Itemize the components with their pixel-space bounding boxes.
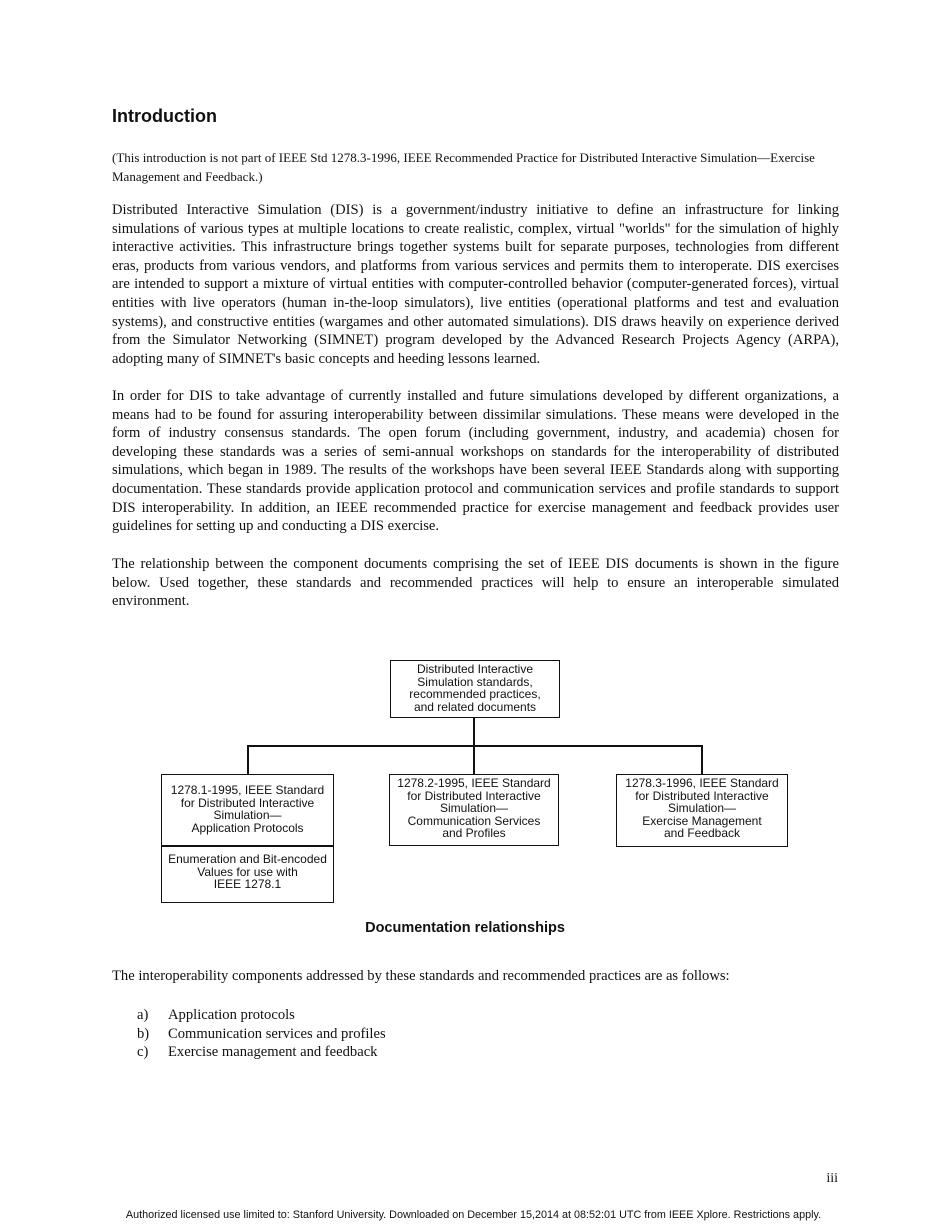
middle-branch-line <box>473 745 475 774</box>
list-item-text: Communication services and profiles <box>168 1025 386 1042</box>
paragraph-3: The relationship between the component documents comprising the set of IEEE DIS documents is shown in the figure below. Used together, these standards and recommended practices will help to ensure an interoperable simulated environment. <box>112 556 839 610</box>
page-number: iii <box>826 1171 838 1186</box>
documentation-diagram <box>0 640 950 920</box>
list-item-text: Application protocols <box>168 1007 295 1023</box>
root-stem-line <box>473 718 475 746</box>
introduction-note: (This introduction is not part of IEEE Std 1278.3-1996, IEEE Recommended Practice for Distributed Interactive Simulation—Exercise Management and Feedback.) <box>112 150 815 184</box>
root-box: Distributed Interactive Simulation standards, recommended practices, and related documents <box>390 660 560 718</box>
standard-1278-3-box: 1278.3-1996, IEEE Standard for Distributed Interactive Simulation— Exercise Management and Feedback <box>616 774 788 847</box>
enumeration-box: Enumeration and Bit-encoded Values for use with IEEE 1278.1 <box>161 845 334 903</box>
left-branch-line <box>247 745 249 774</box>
figure-caption: Documentation relationships <box>365 920 565 936</box>
license-footer: Authorized licensed use limited to: Stanford University. Downloaded on December 15,2014 at 08:52:01 UTC from IEEE Xplore. Restrictions apply. <box>125 1209 822 1221</box>
standard-1278-2-box: 1278.2-1995, IEEE Standard for Distributed Interactive Simulation— Communication Services and Profiles <box>389 774 559 846</box>
section-heading: Introduction <box>112 106 217 126</box>
paragraph-1: Distributed Interactive Simulation (DIS) is a government/industry initiative to define an infrastructure for linking simulations of various types at multiple locations to create realistic, complex, virtual "worlds" for the simulation of highly interactive activities. This infrastructure brings together systems built for separate purposes, technologies from different eras, products from various vendors, and platforms from various services and permits them to interoperate. DIS exercises are intended to support a mixture of virtual entities with computer-controlled behavior (computer-generated forces), virtual entities with live operators (human in-the-loop simulators), live entities (operational platforms and test and evaluation systems), and constructive entities (wargames and other automated simulations). DIS draws heavily on experience derived from the Simulator Networking (SIMNET) program developed by the Advanced Research Projects Agency (ARPA), adopting many of SIMNET's basic concepts and heeding lessons learned. <box>112 202 839 367</box>
paragraph-2: In order for DIS to take advantage of currently installed and future simulations developed by different organizations, a means had to be found for assuring interoperability between dissimilar simulations. These means were developed in the form of industry consensus standards. The open forum (including government, industry, and academia) chosen for developing these standards was a series of semi-annual workshops on standards for the interoperability of distributed simulations, which began in 1989. The results of the workshops have been several IEEE Standards along with supporting documentation. These standards provide application protocol and communication services and profile standards to support DIS interoperability. In addition, an IEEE recommended practice for exercise management and feedback provides user guidelines for setting up and conducting a DIS exercise. <box>112 388 839 535</box>
components-list <box>137 1006 386 1062</box>
list-item-label: b) <box>137 1025 150 1042</box>
list-item <box>137 1006 386 1025</box>
list-intro: The interoperability components addressed by these standards and recommended practices are as follows: <box>112 968 730 984</box>
list-item <box>137 1043 386 1062</box>
standard-1278-1-box: 1278.1-1995, IEEE Standard for Distributed Interactive Simulation— Application Protocols <box>161 774 334 847</box>
list-item <box>137 1025 386 1044</box>
list-item-text: Exercise management and feedback <box>168 1044 378 1060</box>
right-branch-line <box>701 745 703 774</box>
list-item-label: c) <box>137 1044 149 1060</box>
list-item-label: a) <box>137 1007 149 1023</box>
